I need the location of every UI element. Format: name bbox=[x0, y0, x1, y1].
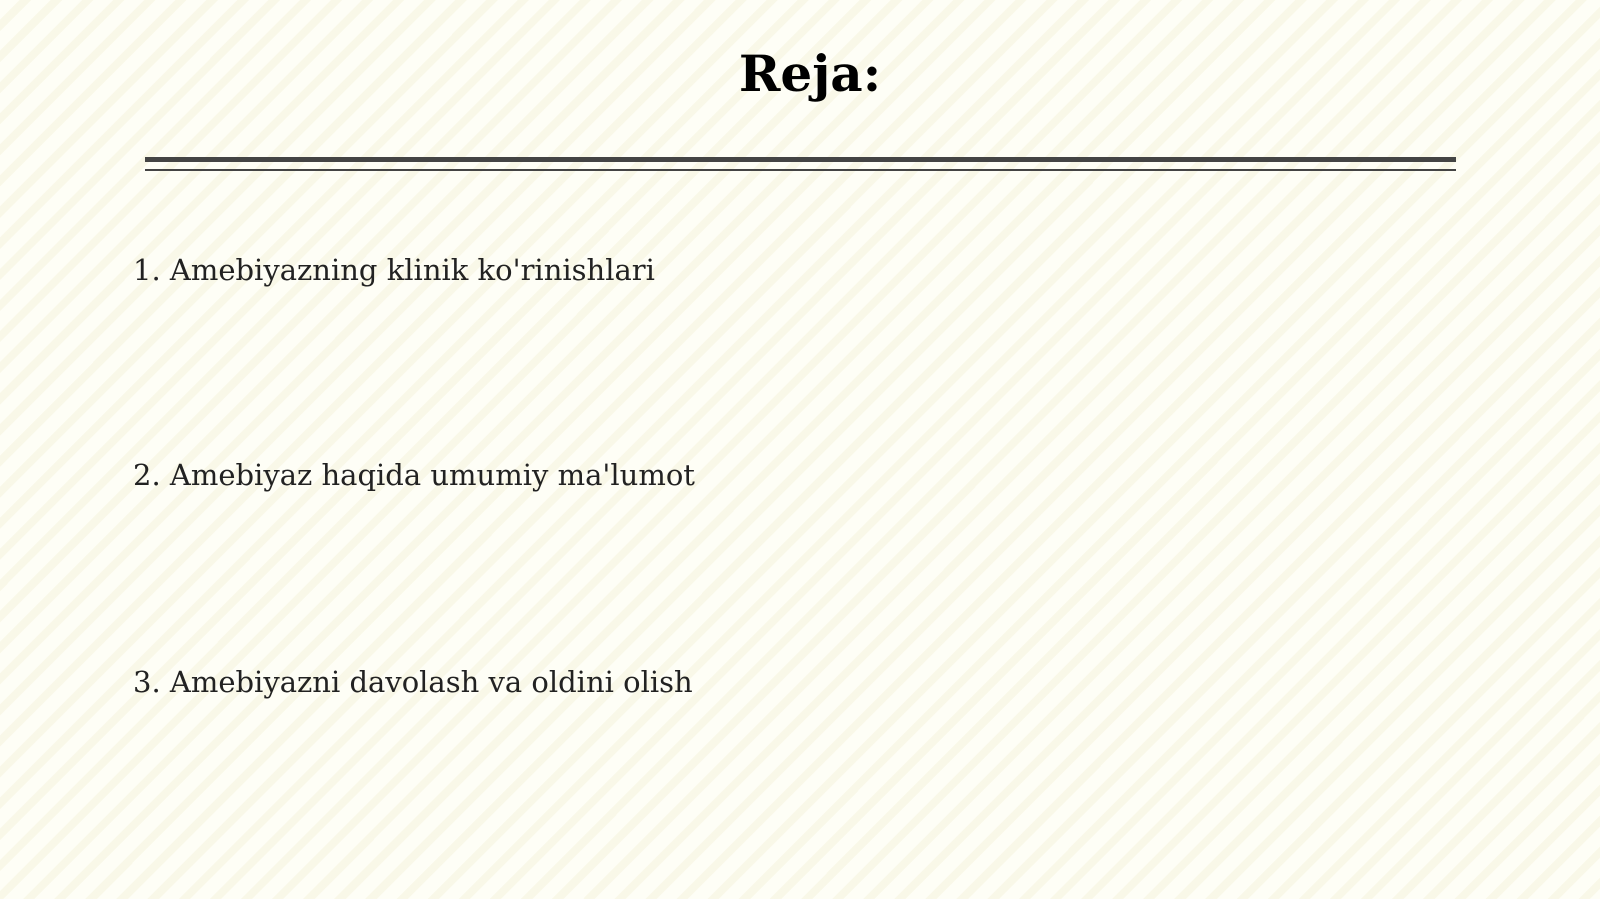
slide-title: Reja: bbox=[738, 44, 882, 103]
title-divider-thin bbox=[145, 169, 1456, 171]
plan-item-1: 1. Amebiyazning klinik ko'rinishlari bbox=[133, 253, 655, 287]
title-divider-thick bbox=[145, 157, 1456, 162]
plan-item-3: 3. Amebiyazni davolash va oldini olish bbox=[133, 665, 693, 699]
plan-item-2: 2. Amebiyaz haqida umumiy ma'lumot bbox=[133, 458, 695, 492]
